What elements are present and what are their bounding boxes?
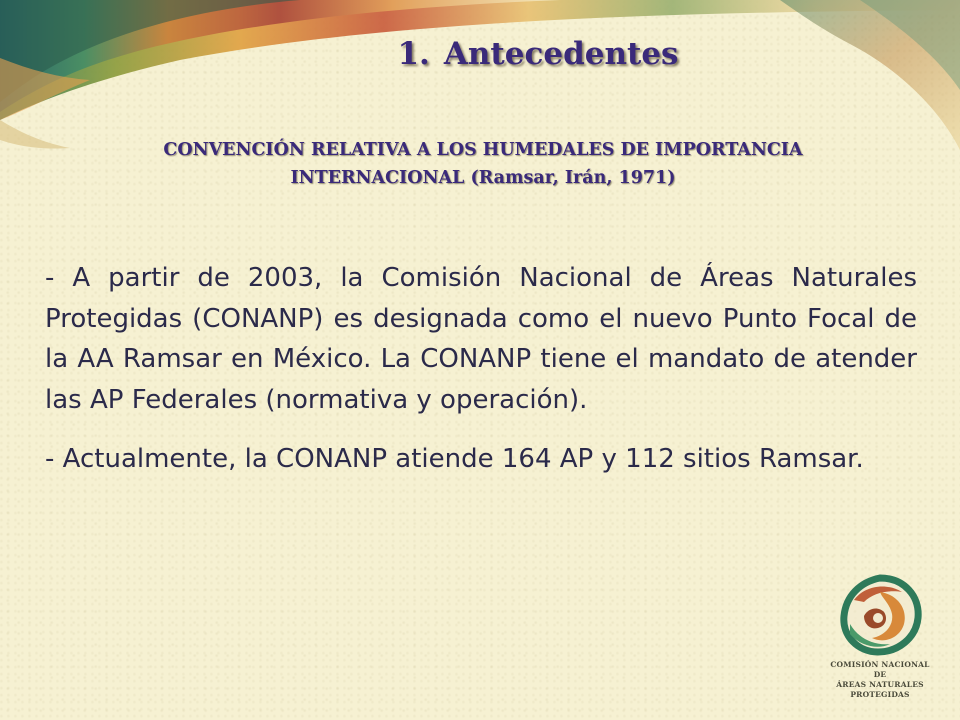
- logo-line-2: ÁREAS NATURALES: [836, 680, 924, 689]
- page-title: [0, 36, 960, 72]
- logo-line-1: COMISIÓN NACIONAL DE: [830, 660, 930, 679]
- subtitle-line-1: CONVENCIÓN RELATIVA A LOS HUMEDALES DE IMPORTANCIA: [163, 140, 803, 160]
- conanp-emblem-icon: [824, 572, 936, 658]
- convention-subtitle: [60, 136, 906, 192]
- body-content: [45, 258, 917, 499]
- logo-caption: [824, 660, 936, 700]
- subtitle-line-2: INTERNACIONAL (Ramsar, Irán, 1971): [290, 168, 676, 188]
- title-text: Antecedentes: [443, 36, 679, 72]
- logo-line-3: PROTEGIDAS: [850, 690, 910, 699]
- title-number: 1.: [397, 36, 430, 72]
- paragraph-conanp-sites: - Actualmente, la CONANP atiende 164 AP y 112 sitios Ramsar.: [45, 444, 864, 474]
- conanp-logo: [824, 572, 936, 712]
- paragraph-conanp-focal-point: - A partir de 2003, la Comisión Nacional de Áreas Naturales Protegidas (CONANP) es designada como el nuevo Punto Focal de la AA Ramsar en México. La CONANP tiene el mandato de atender las AP Federales (normativa y operación).: [45, 263, 917, 415]
